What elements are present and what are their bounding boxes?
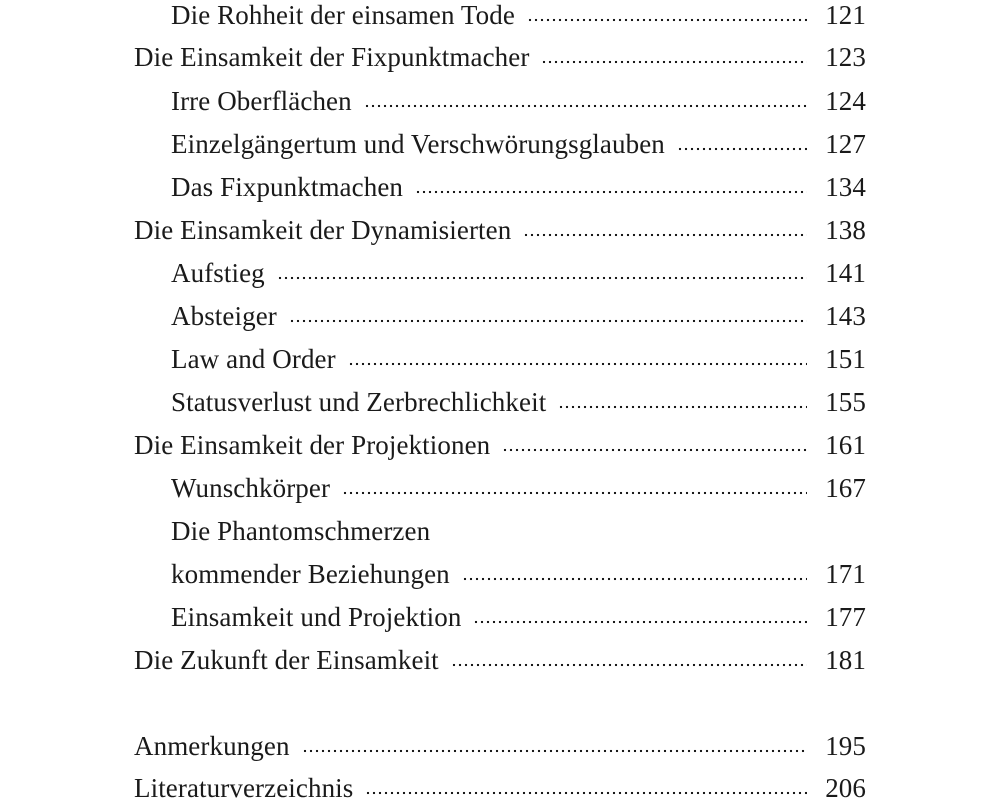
dot-leader	[365, 791, 807, 795]
toc-entry	[171, 127, 866, 161]
toc-chapter-page: 123	[825, 42, 866, 72]
dot-leader	[289, 319, 807, 323]
toc-entry	[171, 471, 866, 505]
toc-chapter-page: 138	[825, 215, 866, 245]
dot-leader	[451, 663, 807, 667]
toc-backmatter-title: Anmerkungen	[134, 731, 290, 761]
toc-chapter	[134, 40, 866, 74]
toc-entry	[171, 299, 866, 333]
toc-entry-page: 151	[825, 344, 866, 374]
dot-leader	[462, 577, 807, 581]
toc-entry-page: 124	[825, 86, 866, 116]
toc-chapter-title: Die Zukunft der Einsamkeit	[134, 645, 439, 675]
toc-entry-page: 167	[825, 473, 866, 503]
toc-entry	[171, 84, 866, 118]
toc-entry	[171, 385, 866, 419]
toc-chapter	[134, 213, 866, 247]
toc-backmatter-page: 206	[825, 773, 866, 803]
toc-backmatter-page: 195	[825, 731, 866, 761]
dot-leader	[364, 104, 807, 108]
toc-entry-title: Wunschkörper	[171, 473, 331, 503]
toc-entry-page: 143	[825, 301, 866, 331]
toc-entry-title: Die Phantomschmerzen	[171, 516, 431, 546]
toc-chapter-title: Die Einsamkeit der Projektionen	[134, 430, 491, 460]
toc-entry-page: 171	[825, 559, 866, 589]
toc-entry-page: 177	[825, 602, 866, 632]
toc-chapter	[134, 643, 866, 677]
toc-entry-title: Das Fixpunktmachen	[171, 172, 404, 202]
dot-leader	[558, 405, 807, 409]
dot-leader	[277, 276, 807, 280]
dot-leader	[415, 190, 807, 194]
toc-entry-first-line	[171, 514, 430, 548]
toc-entry	[171, 342, 866, 376]
toc-entry-title: Die Rohheit der einsamen Tode	[171, 0, 515, 30]
toc-chapter-page: 181	[825, 645, 866, 675]
toc-entry	[171, 600, 866, 634]
toc-chapter-page: 161	[825, 430, 866, 460]
dot-leader	[342, 491, 807, 495]
toc-entry-title: Absteiger	[171, 301, 277, 331]
toc-entry	[171, 256, 866, 290]
dot-leader	[541, 60, 807, 64]
toc-entry	[171, 0, 866, 32]
toc-entry-page: 141	[825, 258, 866, 288]
toc-entry-page: 134	[825, 172, 866, 202]
toc-entry-title: Irre Oberflächen	[171, 86, 352, 116]
toc-entry-title: Law and Order	[171, 344, 336, 374]
toc-entry-title: Statusverlust und Zerbrechlichkeit	[171, 387, 547, 417]
dot-leader	[502, 448, 807, 452]
toc-backmatter	[134, 729, 866, 763]
toc-entry-page: 121	[825, 0, 866, 30]
toc-backmatter-title: Literaturverzeichnis	[134, 773, 354, 803]
toc-entry	[171, 170, 866, 204]
toc-entry-page: 127	[825, 129, 866, 159]
toc-entry-title: kommender Beziehungen	[171, 559, 450, 589]
toc-entry-page: 155	[825, 387, 866, 417]
toc-chapter-title: Die Einsamkeit der Fixpunktmacher	[134, 42, 530, 72]
toc-entry-title: Aufstieg	[171, 258, 265, 288]
dot-leader	[523, 233, 807, 237]
toc-chapter	[134, 428, 866, 462]
dot-leader	[677, 147, 807, 151]
toc-entry-title: Einzelgängertum und Verschwörungsglauben	[171, 129, 665, 159]
toc-chapter-title: Die Einsamkeit der Dynamisierten	[134, 215, 512, 245]
dot-leader	[302, 749, 808, 753]
toc-entry-title: Einsamkeit und Projektion	[171, 602, 462, 632]
dot-leader	[473, 620, 807, 624]
dot-leader	[527, 18, 807, 22]
toc-entry	[171, 557, 866, 591]
dot-leader	[348, 362, 807, 366]
